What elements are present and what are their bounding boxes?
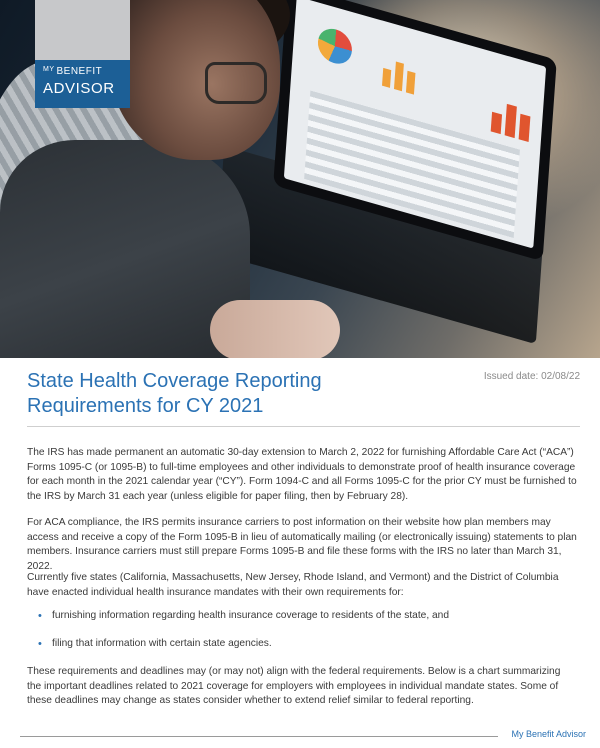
screen-red-bar [491, 112, 502, 134]
logo-top-block [35, 0, 130, 60]
screen-red-bar [505, 104, 517, 138]
screen-bar-graphic [406, 71, 416, 95]
bullet-icon: • [38, 610, 42, 622]
issued-date: Issued date: 02/08/22 [483, 371, 580, 382]
header-divider [27, 426, 580, 427]
bullet-item [38, 609, 582, 623]
brand-logo [35, 0, 130, 108]
logo-my: MY [43, 66, 55, 73]
screen-pie-graphic [317, 25, 353, 68]
screen-bar-graphic [394, 61, 404, 91]
footer-divider [20, 736, 498, 737]
paragraph-deadlines: These requirements and deadlines may (or may not) align with the federal requirements. Below is a chart summarizing the important deadlines related to 2021 coverage for employers with employees in individual mandate states. Some of these deadlines may change as states consider whether to extend relief similar to federal reporting. [27, 666, 561, 707]
logo-benefit: BENEFIT [56, 66, 103, 77]
logo-line-1 [43, 66, 102, 77]
screen-red-bar [519, 114, 531, 142]
logo-advisor: ADVISOR [43, 80, 115, 97]
page-title: State Health Coverage Reporting Requirements for CY 2021 [27, 370, 322, 417]
paragraph-extension: The IRS has made permanent an automatic 30-day extension to March 2, 2022 for furnishing Affordable Care Act (“ACA”) Forms 1095-C (or 1095-B) to full-time employees and other individuals to demonstrate proof of health insurance coverage for each month in the 2021 calendar year (“CY”). Form 1094-C and all Forms 1095-C for the prior CY must be furnished to the IRS by March 31 each year (unless eligible for paper filing, then by February 28). [27, 447, 577, 503]
paragraph-states: Currently five states (California, Massachusetts, New Jersey, Rhode Island, and Vermont) and the District of Columbia have enacted individual health insurance mandates with their own requirements for: [27, 572, 559, 598]
screen-bar-graphic [382, 68, 391, 88]
paragraph-carriers: For ACA compliance, the IRS permits insurance carriers to post information on their website how plan members may access and receive a copy of the Form 1095-B in lieu of automatically mailing (or electronically issuing) statements to plan members. Insurance carriers must still prepare Forms 1095-B and file these forms with the IRS no later than March 31, 2022. [27, 517, 577, 573]
person-hand [210, 300, 340, 358]
footer-brand: My Benefit Advisor [511, 729, 586, 739]
bullet-text: filing that information with certain state agencies. [52, 638, 272, 649]
glasses [205, 62, 267, 104]
bullet-icon: • [38, 638, 42, 650]
bullet-text: furnishing information regarding health insurance coverage to residents of the state, and [52, 610, 449, 621]
bullet-item [38, 637, 582, 651]
